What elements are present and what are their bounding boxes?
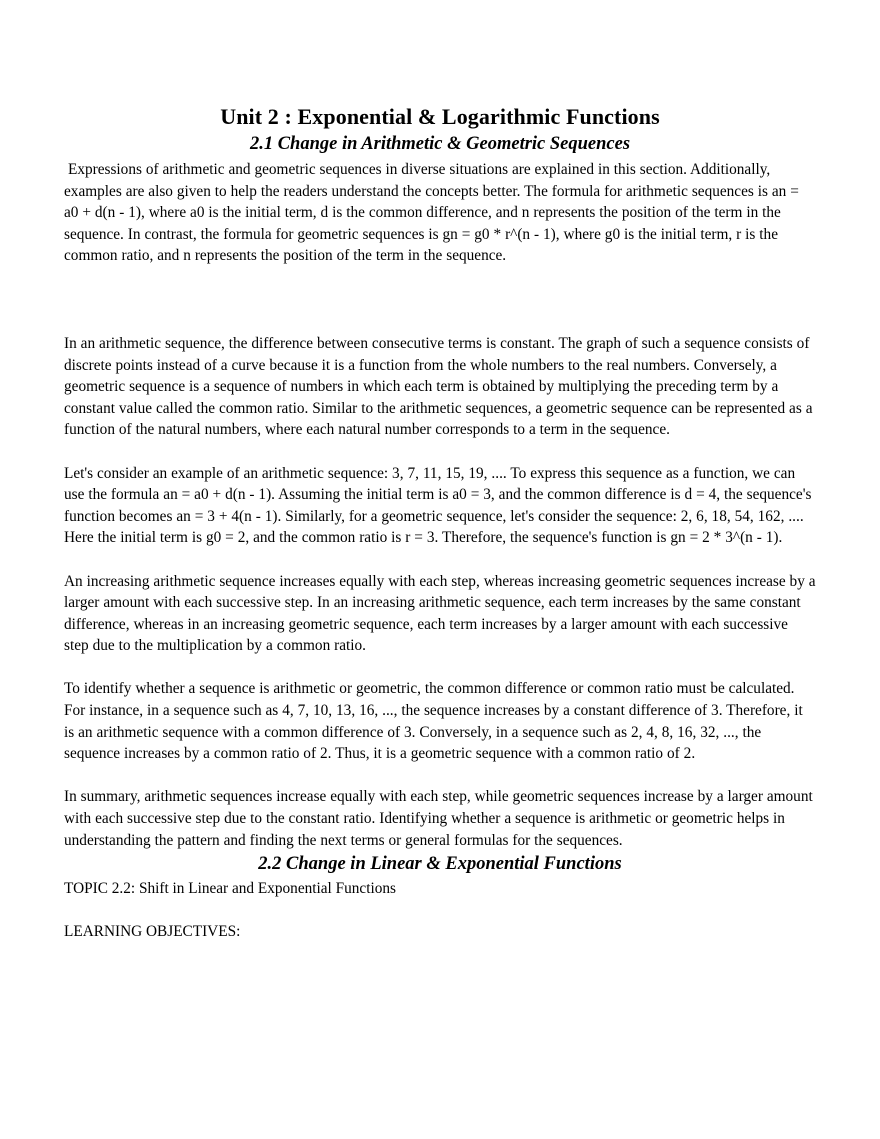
document-body — [64, 104, 816, 942]
learning-objectives-label: LEARNING OBJECTIVES: — [64, 922, 241, 940]
paragraph-intro: Expressions of arithmetic and geometric sequences in diverse situations are explained in this section. Additionally, examples are also given to help the readers understand the concepts better. The formula for arithmetic sequences is an = a0 + d(n - 1), where a0 is the initial term, d is the common difference, and n represents the position of the term in the sequence. In contrast, the formula for geometric sequences is gn = g0 * r^(n - 1), where g0 is the initial term, r is the common ratio, and n represents the position of the term in the sequence. — [64, 161, 799, 265]
section-heading-2-1: 2.1 Change in Arithmetic & Geometric Sequences — [249, 134, 631, 154]
paragraph-spacer — [64, 441, 816, 463]
section-heading-2-2: 2.2 Change in Linear & Exponential Functions — [258, 854, 622, 875]
paragraph-spacer — [64, 900, 816, 921]
paragraph-spacer — [64, 657, 816, 679]
paragraph-summary: In summary, arithmetic sequences increase equally with each step, while geometric sequences increase by a larger amount with each successive step due to the constant ratio. Identifying whether a sequence is arithmetic or geometric helps in understanding the pattern and finding the next terms or general formulas for the sequences. — [64, 788, 813, 849]
spacer-block — [64, 267, 816, 333]
paragraph-increasing-sequences: An increasing arithmetic sequence increases equally with each step, whereas increasing geometric sequences increase by a larger amount with each successive step. In an increasing arithmetic sequence, each term increases by the same constant difference, whereas in an increasing geometric sequence, each term increases by a larger amount with each successive step due to the multiplication by a common ratio. — [64, 572, 816, 655]
page-title: Unit 2 : Exponential & Logarithmic Functions — [220, 104, 660, 129]
paragraph-identify-sequence: To identify whether a sequence is arithmetic or geometric, the common difference or common ratio must be calculated. For instance, in a sequence such as 4, 7, 10, 13, 16, ..., the sequence increases by a constant difference of 3. Therefore, it is an arithmetic sequence with a common difference of 3. Conversely, in a sequence such as 2, 4, 8, 16, 32, ..., the sequence increases by a common ratio of 2. Thus, it is a geometric sequence with a common ratio of 2. — [64, 680, 803, 763]
paragraph-spacer — [64, 765, 816, 787]
paragraph-arithmetic-definition: In an arithmetic sequence, the difference between consecutive terms is constant. The graph of such a sequence consists of discrete points instead of a curve because it is a function from the whole numbers to the real numbers. Conversely, a geometric sequence is a sequence of numbers in which each term is obtained by multiplying the preceding term by a constant value called the common ratio. Similar to the arithmetic sequences, a geometric sequence can be represented as a function of the natural numbers, where each natural number corresponds to a term in the sequence. — [64, 334, 813, 439]
topic-line: TOPIC 2.2: Shift in Linear and Exponential Functions — [64, 880, 396, 898]
paragraph-example-sequences: Let's consider an example of an arithmetic sequence: 3, 7, 11, 15, 19, .... To express this sequence as a function, we can use the formula an = a0 + d(n - 1). Assuming the initial term is a0 = 3, and the common difference is d = 4, the sequence's function becomes an = 3 + 4(n - 1). Similarly, for a geometric sequence, let's consider the sequence: 2, 6, 18, 54, 162, .... Here the initial term is g0 = 2, and the common ratio is r = 3. Therefore, the sequence's function is gn = 2 * 3^(n - 1). — [64, 464, 812, 547]
paragraph-spacer — [64, 549, 816, 571]
